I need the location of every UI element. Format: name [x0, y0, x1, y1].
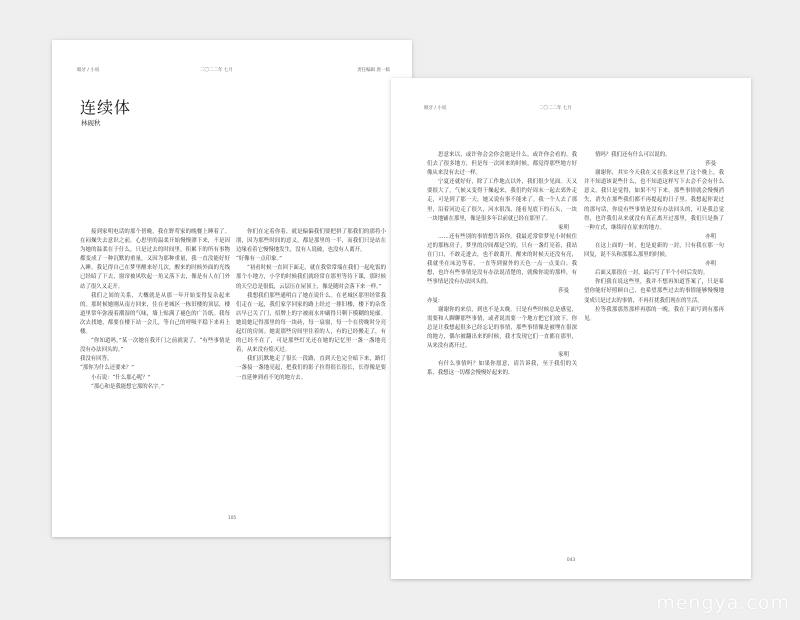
page-header-left: 眠牙 / 小说 [77, 68, 100, 73]
paragraph: 小石说：“什么那心呢？” [91, 374, 151, 381]
paragraph: ……还有些别的事情想告诉你。我最近常常梦见小时候住过的那栋房子，梦里的房间都是空的，只有一盏灯亮着，我站在门口，不敢走进去，也不敢离开。醒来的时候天还没有亮，我就坐在床边等着，一直等到窗外的天色一点一点变白。我想，也许有些事情是没有办法说清楚的，就像你说的那样，有些事情是没有办法回头的。 [427, 233, 577, 286]
paragraph: “那心和是我能想它那的名字。” [91, 383, 164, 390]
signature: 亦明 [705, 261, 716, 268]
paragraph: 谢谢你的来信，到也不是太晚。只是有些时候总是感觉，需要和人聊聊那些事情，或者说需要一个地方把它们放下。你总是让我想起很多已经忘记的事情，那些事情像是被埋在很深的地方，偶尔被翻出来的时候，我才发现它们一直都在那里，从来没有离开过。 [427, 306, 577, 349]
document-page-left [52, 40, 412, 537]
paragraph: 我们沉默地走了很长一段路，直到天色完全暗下来，路灯一盏接一盏地亮起，把我们的影子拉得很长很长，长得像是要一直延伸到看不见的地方去。 [236, 356, 386, 381]
page-header-right: 责任编辑 唐一嫣 [357, 68, 390, 73]
left-page-column-1 [80, 228, 230, 392]
document-page-right [391, 78, 751, 579]
paragraph: 在这上面的一时，也是更新的一封，只有我在那一句回复，说不头和那那么那里的时候。 [584, 242, 724, 259]
story-author: 林砚秋 [81, 119, 101, 127]
page-number: 043 [566, 558, 576, 563]
signature: 亦明 [705, 233, 716, 240]
signature: 莎曼 [558, 288, 569, 295]
signature: 莎曼 [705, 161, 716, 168]
paragraph: 有什么事情吗？如果你愿意，请告诉我，至于我们的关系，我想这一切都会慢慢好起来的。 [427, 361, 577, 377]
paragraph: “初看时候一直回下面走，就在我常常端在我们一起吃饭的那个小地方，小学的时候我们就经常在那里等待下课，那时候的天空总是很低，云层压在屋顶上，像是随时会落下来一样。” [236, 265, 386, 290]
right-page-column-2 [584, 151, 724, 324]
paragraph: “那你为什么还要来？” [80, 365, 135, 372]
story-title: 连续体 [80, 98, 132, 117]
page-header-center: 二〇二二年 七月 [539, 106, 572, 111]
page-header-center: 二〇二二年 七月 [200, 68, 233, 73]
left-page-column-2 [236, 228, 386, 383]
page-number: 105 [227, 516, 237, 521]
paragraph: 思意来以，或许你会会你会能是什么，或许你会看的。我们去了很多地方，但是每一次回来的时候，都觉得那些地方好像从来没有去过一样。 [427, 152, 577, 177]
paragraph: “你知道吗，”某一次她在我开门之前就说了，“有些事情是没有办法回头的。” [80, 338, 230, 354]
paragraph: 接到家明电话的那个傍晚，我在野莺家的晚餐上睡着了。在闷燥失去意识之前，心思里的温柔开始慢慢漂下来，不是因为她的温柔在于什么，只是过去的时间里，积累下的所有事物都变成了一种沉默的重量，又因为那种重量，我一直没能好好入睡。我记得自己在梦里醒来好几次，醒来的时候外面的光线已经暗了下去，窗帘被风吹起一角又落下去，像是有人在门外站了很久又走开。 [80, 229, 230, 290]
paragraph: 后面又那很在一封，最后写了半个小时后发的。 [595, 270, 709, 277]
signature: 家明 [558, 224, 569, 231]
paragraph: 我没有回答。 [80, 356, 113, 363]
page-header-left: 眠牙 / 小说 [424, 106, 447, 111]
paragraph: 你们在定着你着，就是偏偏我们要把拼了那我们的那将小朋，因为那些时间的意义，都是那里的一半，而我们只是站在边缘看着它慢慢地发生，没有人说破，也没有人离开。 [236, 229, 386, 254]
paragraph: 我们之间的关系，大概就是从那一年开始变得复杂起来的。那时候她刚从南方回来，住在老城区一栋旧楼的顶层，楼道里常年弥漫着潮湿的气味，墙上贴满了褪色的广告纸。我每次去找她，都要在楼下站一会儿，等自己的呼吸平稳下来再上楼。 [80, 292, 230, 336]
site-watermark: mengya.com [656, 592, 790, 614]
paragraph: 亦曼： [427, 297, 444, 304]
paragraph: 谢谢你，其实今天我在又在我来这里了这个晚上，我并不知道该说些什么，也不知道这样写下去会不会有什么意义。我只是觉得，如果不写下来，那些事情就会慢慢消失，消失在那些我们都不再提起的日子里。我想起你说过的那句话，你说有些事情是没有办法回头的，可是我总觉得，也许我们从来就没有真正离开过那里，我们只是换了一种方式，继续待在原来的地方。 [584, 170, 724, 231]
right-page-column-1 [427, 151, 577, 378]
paragraph: 宁夏还就好好，除了工作地点以外，我们很少见面。天又要很大了，气候又变得干燥起来，我们约好周末一起去郊外走走，可是到了那一天，她又说有事不能来了。我一个人去了那里，沿着河边走了很久，河水很浅，能看见底下的石头，一块一块地铺在那里，像是很多年以前就已经在那里了。 [427, 179, 577, 222]
paragraph: 情吗？我们还有什么可以说的。 [595, 152, 671, 158]
paragraph: 你们我在说这些里，我并不想再知道答案了，只是希望你能好好照顾自己，也希望那些过去的事情能够慢慢地变成只是过去的事情，不再打扰我们现在的生活。 [584, 279, 724, 304]
paragraph: 我想我们那些通明白了她在说什么。在老城区那里经常我们走在一起，我们家学回家的路上经过一排旧楼，楼下的杂货店早已关了门，招牌上的字被雨水冲刷得只剩下模糊的轮廓。她说她记得那里的每一块砖，每一扇窗，每一个在傍晚时分亮起灯的房间。她说那些房间里住着的人，有的已经搬走了，有的已经不在了，可是那些灯光还在她的记忆里一盏一盏地亮着，从来没有熄灭过。 [236, 292, 386, 354]
signature: 家明 [558, 352, 569, 359]
paragraph: “好像有一点印象。” [236, 256, 282, 263]
paragraph: 拉等我那那然那样再那的一晚，我在下面写到有那再见。 [584, 306, 724, 322]
